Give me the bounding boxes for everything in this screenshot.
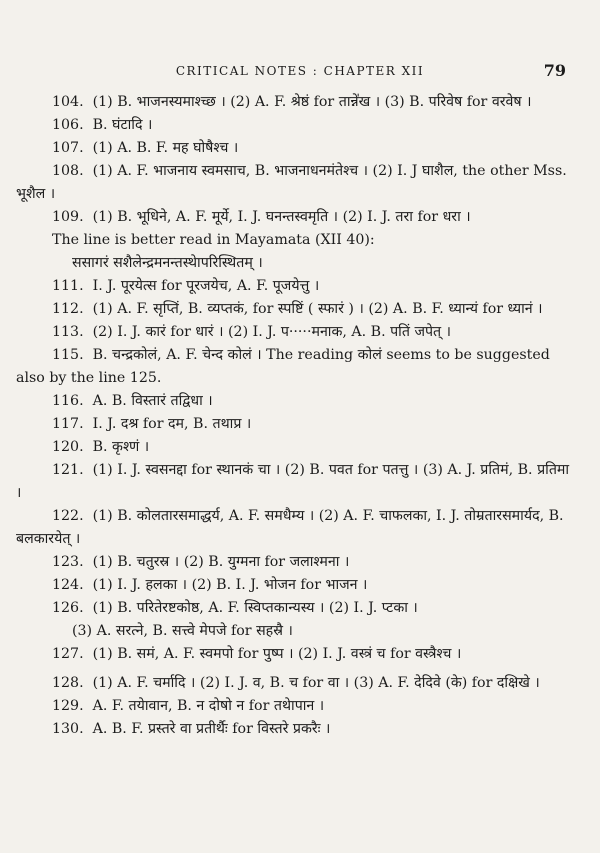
note-entry: 104. (1) B. भाजनस्यमाश्च्छ । (2) A. F. श्रेष्ठं for तान्ने॑ख । (3) B. परिवेष for वरवेष । bbox=[52, 94, 532, 110]
note-continuation: The line is better read in Mayamata (XII 40): bbox=[52, 232, 375, 248]
note-continuation: (3) A. सरत्ने, B. सत्त्वे मेपजे for सहस्रै । bbox=[72, 623, 293, 639]
note-entry: 129. A. F. तयेावान, B. न दोषो न for तथेापान । bbox=[52, 698, 325, 714]
note-entry: 116. A. B. विस्तारं तद्विधा । bbox=[52, 393, 213, 409]
note-entry: 123. (1) B. चतुरस्र । (2) B. युग्मना for जलाश्मना । bbox=[52, 554, 350, 570]
note-continuation: ससागरं सशैलेन्द्रमनन्तस्थेापरिस्थितम् । bbox=[72, 255, 263, 271]
running-head bbox=[0, 61, 600, 84]
note-entry: 127. (1) B. समं, A. F. स्वमपो for पुष्प । (2) I. J. वस्त्रं च for वस्त्रैश्च । bbox=[52, 646, 462, 662]
note-entry: 130. A. B. F. प्रस्तरे वा प्रतीर्थैः for विस्तरे प्रकरैः । bbox=[52, 721, 331, 737]
note-entry: 113. (2) I. J. कारं for धारं । (2) I. J. प·····मनाक, A. B. पतिं जपेत् । bbox=[52, 324, 452, 340]
note-entry: 117. I. J. दश्र for दम, B. तथाप्र । bbox=[52, 416, 252, 432]
note-entry: 124. (1) I. J. हलका । (2) B. I. J. भोजन for भाजन । bbox=[52, 577, 368, 593]
note-entry: 109. (1) B. भूधिने, A. F. मूर्ये, I. J. घनन्तस्वमृति । (2) I. J. तरा for धरा । bbox=[52, 209, 471, 225]
note-entry: 115. B. चन्द्रकोलं, A. F. चेन्द कोलं । The reading कोलं seems to be suggested also by the line 125. bbox=[16, 347, 555, 386]
note-entry: 126. (1) B. परितेरष्टकोष्ठ, A. F. स्विप्तकान्यस्य । (2) I. J. प्टका । bbox=[52, 600, 418, 616]
page-title: CRITICAL NOTES : CHAPTER XII bbox=[175, 64, 425, 78]
note-entry: 121. (1) I. J. स्वसनद्दा for स्थानकं चा । (2) B. पवत for पतत्तु । (3) A. J. प्रतिमं, B. प्रतिमा । bbox=[16, 462, 574, 501]
critical-notes-list bbox=[16, 91, 578, 741]
note-entry: 111. I. J. पूरयेत्स for पूरजयेच, A. F. पूजयेत्तु । bbox=[52, 278, 320, 294]
note-entry: 108. (1) A. F. भाजनाय स्वमसाच, B. भाजनाधनमंतेश्च । (2) I. J घाशैल, the other Mss. भूशैल । bbox=[16, 163, 572, 202]
note-entry: 120. B. कृश्णं । bbox=[52, 439, 150, 455]
note-entry: 112. (1) A. F. सृप्तिं, B. व्यप्तकं, for स्पष्टिं ( स्फारं ) । (2) A. B. F. ध्यान्यं for ध्यानं । bbox=[52, 301, 543, 317]
page-number: 79 bbox=[543, 61, 566, 80]
note-entry: 106. B. घंटादि । bbox=[52, 117, 153, 133]
note-entry: 122. (1) B. कोलतारसमाद्धर्य, A. F. समधैम्य । (2) A. F. चाफलका, I. J. तोम्रतारसमार्यद, B. बलकारयेत् । bbox=[16, 508, 569, 547]
note-entry: 107. (1) A. B. F. मह घोषैश्च । bbox=[52, 140, 239, 156]
note-entry: 128. (1) A. F. चर्मादि । (2) I. J. व, B. च for वा । (3) A. F. देदिवे (के) for दक्षिखे । bbox=[52, 675, 540, 691]
